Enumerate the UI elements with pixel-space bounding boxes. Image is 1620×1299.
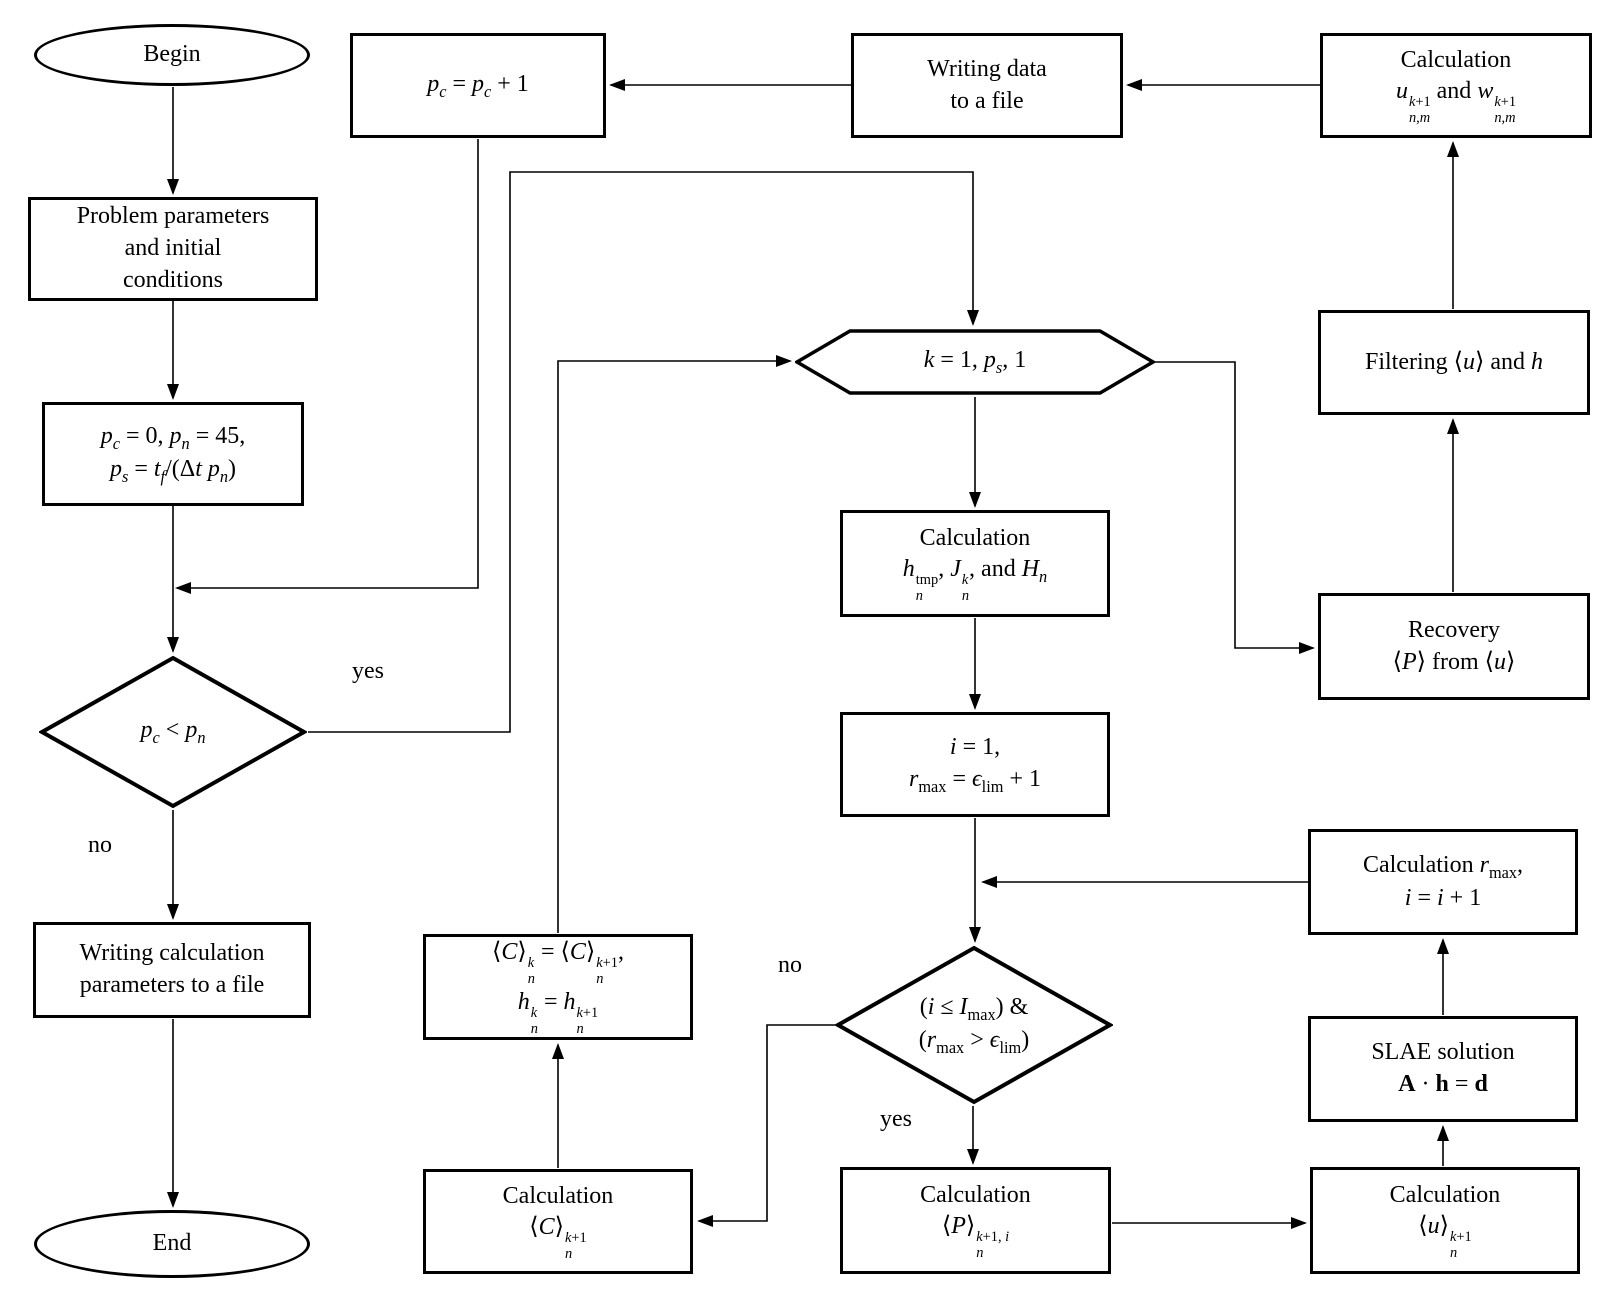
process-calc-h-j-h	[840, 510, 1110, 617]
edge-label-outer-yes: yes	[352, 658, 384, 684]
terminal-end-label: End	[152, 1230, 192, 1257]
process-recovery-p-label: Recovery ⟨P⟩ from ⟨u⟩	[1392, 616, 1516, 675]
process-assign-prev-step	[423, 934, 693, 1040]
process-problem-parameters-label: Problem parameters and initial conditions	[76, 203, 270, 293]
process-slae-solution	[1308, 1016, 1578, 1122]
process-calc-u	[1310, 1167, 1580, 1274]
decision-pc-lt-pn	[39, 655, 307, 809]
process-init-counters-label: $p_c = 0$, $p_n = 45$, $p_s = t_f/(\Delta t$ $p_n$)	[100, 422, 246, 486]
process-calc-c-label: Calculation ⟨C⟩ k+1 n	[502, 1182, 614, 1263]
process-calc-u-w-label: Calculation u k+1 n,m and w k+1 n,m	[1395, 46, 1517, 127]
decision-iteration-label: $(i \le I_{max})$ & $(r_{max} > \epsilon_{lim})$	[918, 993, 1030, 1057]
process-pc-increment	[350, 33, 606, 138]
loop-k-header-label: k = 1, $p_s$, 1	[923, 347, 1027, 378]
edge-label-outer-no: no	[88, 832, 112, 858]
process-init-i-rmax-label: i = 1, $r_{max} = \epsilon_{lim} + 1$	[909, 734, 1041, 796]
decision-pc-lt-pn-label: $p_c < p_n$	[140, 717, 206, 748]
process-init-counters	[42, 402, 304, 506]
process-assign-prev-step-label: ⟨C⟩ k n = ⟨C⟩ k+1 n , h k n = h k+1 n	[492, 938, 624, 1038]
edge-kloop-to-recovery	[1155, 362, 1313, 648]
process-calc-rmax-label: Calculation $r_{max}$, i = i + 1	[1362, 851, 1524, 911]
process-calc-p-label: Calculation ⟨P⟩ k+1, i n	[920, 1181, 1031, 1262]
process-slae-solution-label: SLAE solution A · h = d	[1371, 1039, 1515, 1097]
process-calc-c	[423, 1169, 693, 1274]
process-pc-increment-label: $p_c = p_c + 1$	[427, 70, 529, 101]
process-problem-parameters	[28, 197, 318, 301]
process-calc-rmax	[1308, 829, 1578, 935]
process-writing-data-label: Writing data to a file	[927, 55, 1047, 114]
process-calc-p	[840, 1167, 1111, 1274]
process-filtering	[1318, 310, 1590, 415]
process-writing-data	[851, 33, 1123, 138]
process-calc-u-w	[1320, 33, 1592, 138]
edge-label-inner-yes: yes	[880, 1106, 912, 1132]
loop-k-header	[795, 328, 1155, 396]
terminal-end	[34, 1210, 310, 1278]
edge-label-inner-no: no	[778, 952, 802, 978]
edge-assign-to-kloop	[558, 361, 790, 933]
process-recovery-p	[1318, 593, 1590, 700]
terminal-begin-label: Begin	[143, 41, 201, 68]
process-calc-h-j-h-label: Calculation h tmp n , J k n , and $H_n$	[902, 524, 1048, 605]
terminal-begin	[34, 24, 310, 86]
edge-decision2-no	[699, 1025, 835, 1221]
process-writing-parameters	[33, 922, 311, 1018]
process-writing-parameters-label: Writing calculation parameters to a file	[79, 940, 265, 998]
process-calc-u-label: Calculation ⟨u⟩ k+1 n	[1389, 1181, 1501, 1262]
process-filtering-label: Filtering ⟨u⟩ and h	[1364, 348, 1544, 375]
edge-decision-yes-to-kloop	[308, 172, 973, 732]
decision-iteration	[835, 945, 1113, 1105]
process-init-i-rmax	[840, 712, 1110, 817]
